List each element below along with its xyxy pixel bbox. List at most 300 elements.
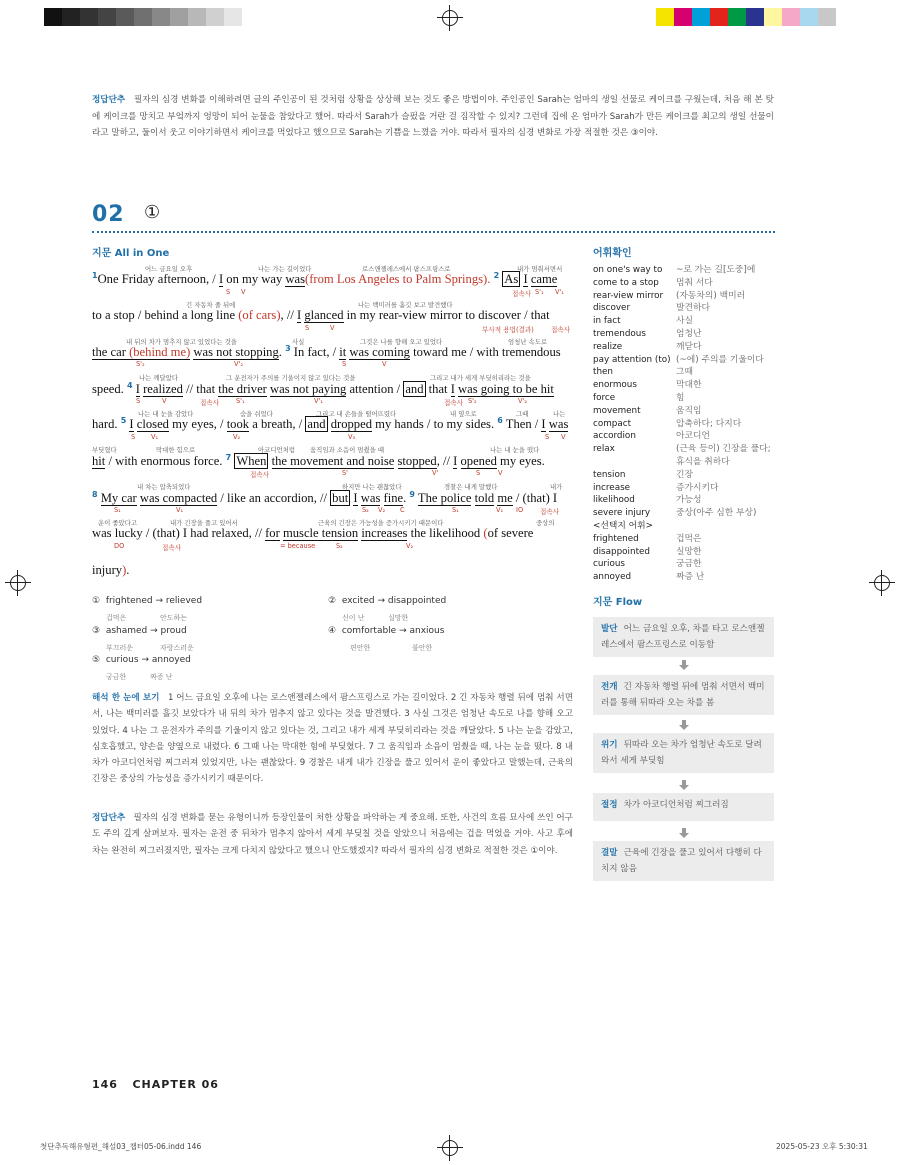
choice-gloss: 부끄러운 <box>106 644 134 652</box>
grammar-tag: 부사적 용법(결과) <box>482 326 534 334</box>
sentence-number: 8 <box>92 490 98 499</box>
vocab-en: tension <box>593 469 626 480</box>
choice-number: ① <box>92 596 101 606</box>
vocab-kr: 멈춰 서다 <box>676 277 713 288</box>
flow-step-text: 긴 자동차 행렬 뒤에 멈춰 서면서 백미러를 통해 뒤따라 오는 차를 봄 <box>601 682 765 708</box>
subject: I <box>450 382 455 397</box>
text: to a stop / behind a long line <box>92 308 239 322</box>
grammar-tag: S <box>476 469 481 477</box>
translation-block <box>92 690 573 788</box>
choice-word-a: curious <box>105 655 139 665</box>
text: , // <box>436 454 454 469</box>
grammar-tag: 접속사 <box>444 399 464 407</box>
subject: muscle tension <box>282 526 359 540</box>
flow-step-1 <box>593 617 774 657</box>
choice-gloss: 불안한 <box>412 644 433 652</box>
grammar-tag: V <box>498 469 503 477</box>
grammar-tag: 접속사 <box>162 544 182 552</box>
subject: I <box>129 417 134 432</box>
flow-step-label: 전개 <box>601 682 618 692</box>
gloss: 그리고 내가 세게 부딪히리라는 것을 <box>430 374 531 382</box>
flow-arrow-icon <box>679 828 689 838</box>
grammar-tag: V'₁ <box>314 397 323 405</box>
answer-note-block <box>92 810 573 859</box>
vocab-item <box>593 341 778 354</box>
gloss: 내가 <box>550 483 563 491</box>
phrase: (of cars) <box>238 308 281 322</box>
grammar-tag: V₁ <box>151 433 159 441</box>
grammar-tag: S'₁ <box>535 288 544 296</box>
choice-word-a: excited <box>341 596 375 606</box>
vocab-item <box>593 430 778 443</box>
flow-step-text: 근육에 긴장을 풀고 있어서 다행히 다치지 않음 <box>601 848 762 874</box>
choice-word-b: disappointed <box>387 596 447 606</box>
vocab-en: relax <box>593 444 615 455</box>
complement: fine <box>383 491 404 506</box>
flow-step-label: 발단 <box>601 624 618 634</box>
grammar-tag: S₁ <box>114 506 121 514</box>
subject: the car <box>92 345 130 360</box>
answer-note-text: 필자의 심경 변화를 묻는 유형이니까 등장인물이 처한 상황을 파악하는 게 중요해. 또한, 사건의 흐름 묘사에 쓰인 어구도 주의 깊게 살펴보자. 필자는 운전 중 뒤차가 멈추지 않아서 세게 부딪칠 것을 알았으니 처음에는 겁을 먹었을 거야. 사고 후에 차는 완전히 찌그러졌지만, 필자는 크게 다치지 않았다고 했으니 안도했겠지? 따라서 필자의 심경 변화로 적절한 것은 ①이야. <box>92 813 573 856</box>
slug-file: 첫단추독해유형편_해설03_챕터05-06.indd 146 <box>40 1142 202 1151</box>
text: that <box>425 382 451 397</box>
grammar-tag: S'₁ <box>236 397 245 405</box>
vocab-en: come to a stop <box>593 277 659 288</box>
gloss: 나는 내 눈을 떴다 <box>490 446 540 454</box>
text: of severe <box>487 526 534 540</box>
gloss: 숨을 쉬었다 <box>240 410 273 418</box>
verb: was not stopping <box>193 345 279 360</box>
choice-gloss: 짜증 난 <box>150 673 173 681</box>
vocab-item <box>593 507 778 520</box>
vocab-kr: 막대한 <box>676 380 702 391</box>
verb: was compacted <box>139 491 218 506</box>
vocab-kr: 실망한 <box>676 546 702 557</box>
text: my hands / to my sides. <box>372 417 498 432</box>
gloss: 그때 <box>516 410 529 418</box>
grammar-tag: = because <box>280 542 316 550</box>
intro-label: 정답단추 <box>92 95 126 105</box>
conjunction: and <box>405 382 424 397</box>
conjunction: and <box>307 417 326 432</box>
flow-arrow-icon <box>679 780 689 790</box>
subject: The police <box>417 491 472 506</box>
vocab-en: severe injury <box>593 508 651 519</box>
vocab-kr: (~에) 주의를 기울이다 <box>676 354 764 365</box>
vocab-kr: (자동차의) 백미러 <box>676 290 746 301</box>
choice-gloss: 겁먹은 <box>106 614 127 622</box>
vocab-kr: 중상(아주 심한 부상) <box>676 508 757 519</box>
gloss: 그리고 내 손들을 떨어뜨렸다 <box>316 410 397 418</box>
grammar-tag: S'₂ <box>136 360 145 368</box>
sentence-number: 5 <box>120 416 127 425</box>
choice-word-b: proud <box>160 626 187 636</box>
phrase: (behind me) <box>129 345 191 360</box>
grammar-tag: S₁ <box>452 506 459 514</box>
text: my eyes. <box>496 454 545 469</box>
intro-answer-note <box>92 92 774 142</box>
gloss: 어느 금요일 오후 <box>145 265 193 273</box>
verb: hit <box>92 454 106 469</box>
vocab-item <box>593 315 778 328</box>
vocab-kr: 긴장 <box>676 469 693 480</box>
flow-step-5 <box>593 841 774 881</box>
registration-mark-left <box>10 575 26 591</box>
vocab-item <box>593 328 778 341</box>
vocab-kr: 압축하다; 다지다 <box>676 418 742 429</box>
verb: was going to be hit <box>458 382 554 397</box>
grammar-tag: V <box>241 288 246 296</box>
vocab-kr: (근육 등이) 긴장을 풀다; 휴식을 취하다 <box>676 444 771 467</box>
choice-5[interactable]: ⑤ curious → annoyed <box>92 655 191 665</box>
flow-step-2 <box>593 675 774 715</box>
text: injury <box>92 563 123 577</box>
vocab-kr: 움직임 <box>676 405 702 416</box>
gloss: 내 차는 압축되었다 <box>137 483 191 491</box>
vocab-en: tremendous <box>593 328 646 339</box>
grammar-tag: S₂ <box>336 542 343 550</box>
vocab-kr: 깨닫다 <box>676 341 702 352</box>
slug-timestamp: 2025-05-23 오후 5:30:31 <box>776 1142 868 1151</box>
vocab-en: increase <box>593 482 631 493</box>
vocab-item <box>593 392 778 405</box>
vocab-en: on one's way to <box>593 265 663 275</box>
gloss: 막대한 힘으로 <box>156 446 196 454</box>
choice-gloss: 편안한 <box>350 644 371 652</box>
vocab-en: compact <box>593 418 632 429</box>
grammar-tag: V'₂ <box>518 397 527 405</box>
conjunction: but <box>332 491 349 506</box>
choice-1[interactable]: ① frightened → relieved <box>92 596 203 606</box>
vocab-en: annoyed <box>593 572 632 583</box>
grammar-tag: V' <box>432 469 439 477</box>
translation-label: 해석 한 눈에 보기 <box>92 693 160 703</box>
text: attention / <box>346 382 404 397</box>
vocab-en: then <box>593 367 614 378</box>
choice-word-a: ashamed <box>105 626 148 636</box>
gloss: 부딪혔다 <box>92 446 117 454</box>
vocab-en: curious <box>593 559 626 570</box>
verb: was <box>360 491 381 506</box>
gloss: 내 뒤의 차가 멈추지 않고 있었다는 것을 <box>126 338 237 346</box>
gloss: 로스앤젤레스에서 팜스프링스로 <box>362 265 451 273</box>
text: toward me / with tremendous <box>409 345 561 360</box>
subject: My car <box>100 491 137 506</box>
subject: the movement and noise <box>271 454 395 469</box>
question-answer: ① <box>144 202 161 223</box>
gloss: 나는 내 눈을 감았다 <box>138 410 194 418</box>
grammar-tag: V₂ <box>406 542 414 550</box>
sentence-number: 1 <box>92 271 98 280</box>
choice-gloss: 자랑스러운 <box>160 644 194 652</box>
choice-4[interactable]: ④ comfortable → anxious <box>328 626 445 636</box>
choice-gloss: 궁금한 <box>106 673 127 681</box>
phrase: (from Los Angeles to Palm Springs). <box>305 272 491 287</box>
gloss: 그 운전자가 주의를 기울이지 않고 있다는 것을 <box>226 374 356 382</box>
text: , // <box>280 308 297 322</box>
vocab-en: realize <box>593 341 623 352</box>
gloss: 운이 좋았다고 <box>98 519 138 527</box>
sentence-number: 6 <box>497 416 503 425</box>
gloss: 나는 가는 길이었다 <box>258 265 312 273</box>
vocab-item <box>593 290 778 303</box>
flow-step-text: 어느 금요일 오후, 차를 타고 로스앤젤레스에서 팜스프링스로 이동함 <box>601 624 765 650</box>
verb: took <box>226 417 250 432</box>
text: // that <box>182 382 219 397</box>
choice-word-a: comfortable <box>341 626 397 636</box>
gloss: 긴 자동차 줄 뒤에 <box>186 301 236 309</box>
object: me <box>497 491 513 506</box>
vocab-item <box>593 405 778 418</box>
grammar-tag: V <box>382 360 387 368</box>
grammar-tag: S' <box>342 469 348 477</box>
page-footer <box>92 1078 219 1091</box>
text: in my rear-view mirror to discover / that <box>343 308 550 322</box>
text: / (that) I <box>512 491 558 506</box>
vocab-kr: 가능성 <box>676 495 702 506</box>
text: One Friday afternoon, / <box>97 272 219 287</box>
registration-mark-top <box>442 10 458 26</box>
vocab-kr: 그때 <box>676 367 693 378</box>
sentence-number: 7 <box>225 453 232 462</box>
choice-word-a: frightened <box>105 596 153 606</box>
vocab-item <box>593 443 778 469</box>
vocab-kr: 겁먹은 <box>676 533 702 544</box>
vocab-item <box>593 571 778 584</box>
grammar-tag: C <box>400 506 405 514</box>
subject: I <box>135 382 140 397</box>
translation-text: 1 어느 금요일 오후에 나는 로스앤젤레스에서 팜스프링스로 가는 길이었다. 2 긴 자동차 행렬 뒤에 멈춰 서면서, 나는 백미러를 흘깃 보았다가 내 뒤의 차가 멈추지 않고 있다는 것을 발견했다. 3 사실 그것은 엄청난 속도로 나를 향해 오고 있었다. 4 나는 그 운전자가 주의를 기울이지 않고 있다는 것, 그리고 내가 세게 부딪히리라는 것을 깨달았다. 5 나는 눈을 감았고, 심호흡했고, 양손을 양옆으로 내렸다. 6 그때 나는 막대한 힘에 부딪혔다. 7 그 움직임과 소음이 멈췄을 때, 나는 눈을 떴다. 8 내 차가 아코디언처럼 찌그러져 있었지만, 나는 괜찮았다. 9 경찰은 내게 내가 긴장을 풀고 있어서 운이 좋았다고 말했는데, 근육의 긴장은 중상의 가능성을 증가시키기 때문이다. <box>92 693 574 785</box>
verb: opened <box>460 454 497 469</box>
grammar-tag: IO <box>516 506 524 514</box>
phrase: ) <box>122 563 127 577</box>
section-divider <box>92 231 775 233</box>
subject: I <box>218 272 224 287</box>
text: Then / <box>502 417 542 432</box>
vocab-en: frightened <box>593 533 639 544</box>
vocab-item <box>593 558 778 571</box>
choice-word-b: annoyed <box>151 655 191 665</box>
vocab-item <box>593 469 778 482</box>
subject: I <box>353 491 358 506</box>
phrase: ( <box>483 526 488 540</box>
gloss: 엄청난 속도로 <box>508 338 548 346</box>
choice-2[interactable]: ② excited → disappointed <box>328 596 447 606</box>
vocab-list <box>593 264 778 584</box>
choice-number: ④ <box>328 626 337 636</box>
intro-text: 필자의 심경 변화를 이해하려면 글의 주인공이 된 것처럼 상황을 상상해 보는 것도 좋은 방법이야. 주인공인 Sarah는 엄마의 생일 선물로 케이크를 구웠는데, 처음 해 본 탓에 케이크를 망치고 부엌까지 엉망이 되어 눈물을 참았다고 했어. 따라서 Sarah가 슬펐을 거란 걸 짐작할 수 있지? 그런데 집에 온 엄마가 Sarah가 만든 케이크를 최고의 생일 선물이라고 말하고, 둘이서 웃고 이야기하면서 케이크를 먹었다고 했으므로 Sarah는 기쁨을 느꼈을 거야. 따라서 필자의 심경 변화로 가장 적절한 것은 ③이야. <box>92 95 774 139</box>
grammar-tag: S <box>136 397 141 405</box>
flow-title: 지문 Flow <box>593 597 643 608</box>
vocab-en: force <box>593 392 616 403</box>
sentence-number: 4 <box>126 381 133 390</box>
passage-title: 지문 All in One <box>92 248 170 259</box>
conjunction: When <box>236 454 267 469</box>
page-number: 146 <box>92 1078 118 1091</box>
vocab-item <box>593 366 778 379</box>
grammar-tag: V <box>561 433 566 441</box>
verb: increases <box>361 526 408 540</box>
vocab-en: enormous <box>593 380 637 391</box>
vocab-title: 어휘확인 <box>593 248 632 259</box>
gloss: 그것은 나를 향해 오고 있었다 <box>360 338 443 346</box>
grammar-tag: S'₂ <box>468 397 477 405</box>
subject: I <box>296 308 302 322</box>
answer-note-label: 정답단추 <box>92 813 126 823</box>
grammar-tag: V₁ <box>176 506 184 514</box>
vocab-item <box>593 546 778 559</box>
text: a breath, / <box>249 417 306 432</box>
vocab-item <box>593 379 778 392</box>
grammar-tag: 접속사 <box>540 508 560 516</box>
grammar-tag: V₁ <box>496 506 504 514</box>
vocab-kr: 엄청난 <box>676 328 702 339</box>
flow-arrow-icon <box>679 720 689 730</box>
vocab-kr <box>676 520 778 533</box>
conjunction: for <box>265 526 280 540</box>
vocab-en: likelihood <box>593 495 635 506</box>
question-number: 02 <box>92 202 125 227</box>
verb: came <box>530 272 558 287</box>
vocab-kr: 사실 <box>676 316 693 327</box>
vocab-kr: 아코디언 <box>676 431 710 442</box>
grammar-tag: S <box>545 433 550 441</box>
text: In fact, / <box>290 345 340 360</box>
choice-word-b: relieved <box>165 596 203 606</box>
grammar-tag: S <box>131 433 136 441</box>
gloss: 내가 멈춰서면서 <box>517 265 563 273</box>
sentence-number: 9 <box>409 490 415 499</box>
subject: it <box>339 345 347 360</box>
subject: I <box>523 272 528 287</box>
choice-number: ② <box>328 596 337 606</box>
grammar-tag: V'₁ <box>555 288 564 296</box>
vocab-item <box>593 277 778 290</box>
grammar-tag: V <box>330 324 335 332</box>
gloss: 나는 깨달았다 <box>139 374 179 382</box>
grammar-tag: S <box>305 324 310 332</box>
subject: I <box>453 454 458 469</box>
vocab-en: movement <box>593 405 641 416</box>
flow-step-text: 차가 아코디언처럼 찌그러짐 <box>623 800 729 810</box>
text: / with enormous force. <box>105 454 226 469</box>
flow-step-4 <box>593 793 774 821</box>
grammar-tag: V <box>162 397 167 405</box>
text: my eyes, / <box>168 417 227 432</box>
gloss: 나는 백미러를 흘깃 보고 발견했다 <box>358 301 453 309</box>
text: . <box>403 491 410 506</box>
grammar-tag: 접속사 <box>551 326 571 334</box>
vocab-kr: 증가시키다 <box>676 482 719 493</box>
choice-gloss: 실망한 <box>388 614 409 622</box>
verb: was <box>285 272 305 287</box>
vocab-en: pay attention (to) <box>593 354 671 365</box>
text: speed. <box>92 382 127 397</box>
flow-step-label: 위기 <box>601 740 618 750</box>
vocab-kr: 짜증 난 <box>676 572 705 583</box>
choice-gloss: 안도하는 <box>160 614 188 622</box>
verb: told <box>474 491 495 506</box>
vocab-item <box>593 533 778 546</box>
conjunction: As <box>504 272 519 287</box>
choice-number: ⑤ <box>92 655 101 665</box>
sentence-number: 3 <box>285 344 291 353</box>
gloss: 내가 긴장을 풀고 있어서 <box>170 519 238 527</box>
grammar-tag: 접속사 <box>200 399 220 407</box>
verb: closed <box>136 417 169 432</box>
vocab-en: rear-view mirror <box>593 290 664 301</box>
vocab-item <box>593 264 778 277</box>
gloss: 중상의 <box>536 519 555 527</box>
registration-mark-right <box>874 575 890 591</box>
vocab-item <box>593 494 778 507</box>
flow-step-text: 뒤따라 오는 차가 엄청난 속도로 달려와서 세게 부딪힘 <box>601 740 762 766</box>
grammar-tag: S₂ <box>362 506 369 514</box>
verb: was not paying <box>270 382 347 397</box>
verb: was coming <box>349 345 410 360</box>
grammar-tag: V'₂ <box>234 360 243 368</box>
vocab-item <box>593 302 778 315</box>
grammar-tag: S <box>342 360 347 368</box>
vocab-en: accordion <box>593 431 636 442</box>
grammar-tag: V₂ <box>378 506 386 514</box>
vocab-item <box>593 482 778 495</box>
vocab-item <box>593 354 778 367</box>
flow-step-label: 결말 <box>601 848 618 858</box>
vocab-item <box>593 520 778 533</box>
verb: stopped <box>397 454 437 469</box>
text: / like an accordion, // <box>217 491 331 506</box>
verb: dropped <box>330 417 372 432</box>
chapter-label: CHAPTER 06 <box>132 1078 219 1091</box>
grammar-tag: 접속사 <box>250 471 270 479</box>
verb: was <box>548 417 569 432</box>
vocab-en: in fact <box>593 316 621 327</box>
text: hard. <box>92 417 121 432</box>
vocab-en: <선택지 어휘> <box>593 520 654 531</box>
vocab-kr: 힘 <box>676 392 685 403</box>
subject: I <box>541 417 546 432</box>
vocab-kr: 궁금한 <box>676 559 702 570</box>
grammar-tag: 접속사 <box>512 290 532 298</box>
gloss: 움직임과 소음이 멈췄을 때 <box>310 446 385 454</box>
sentence-number: 2 <box>493 271 500 280</box>
gloss: 나는 <box>553 410 566 418</box>
text: on my way <box>223 272 286 287</box>
text: the likelihood <box>407 526 484 540</box>
text: . <box>126 563 130 577</box>
subject: the driver <box>218 382 267 397</box>
choice-number: ③ <box>92 626 101 636</box>
vocab-en: disappointed <box>593 546 651 557</box>
gloss: 경찰은 내게 말했다 <box>444 483 498 491</box>
vocab-en: discover <box>593 303 631 314</box>
vocab-item <box>593 418 778 431</box>
vocab-kr: 발견하다 <box>676 303 710 314</box>
grammar-tag: V₂ <box>233 433 241 441</box>
vocab-kr: ~로 가는 길[도중]에 <box>676 265 756 275</box>
registration-mark-bottom <box>442 1140 458 1156</box>
gloss: 사실 <box>292 338 305 346</box>
flow-step-label: 절정 <box>601 800 618 810</box>
verb: glanced <box>304 308 344 322</box>
text: was lucky / (that) I had relaxed, // <box>92 526 266 540</box>
choice-3[interactable]: ③ ashamed → proud <box>92 626 187 636</box>
grammar-tag: S <box>226 288 231 296</box>
gloss: 근육의 긴장은 가능성을 증가시키기 때문이다 <box>318 519 444 527</box>
gloss: 하지만 나는 괜찮았다 <box>342 483 402 491</box>
gloss: 아코디언처럼 <box>258 446 296 454</box>
